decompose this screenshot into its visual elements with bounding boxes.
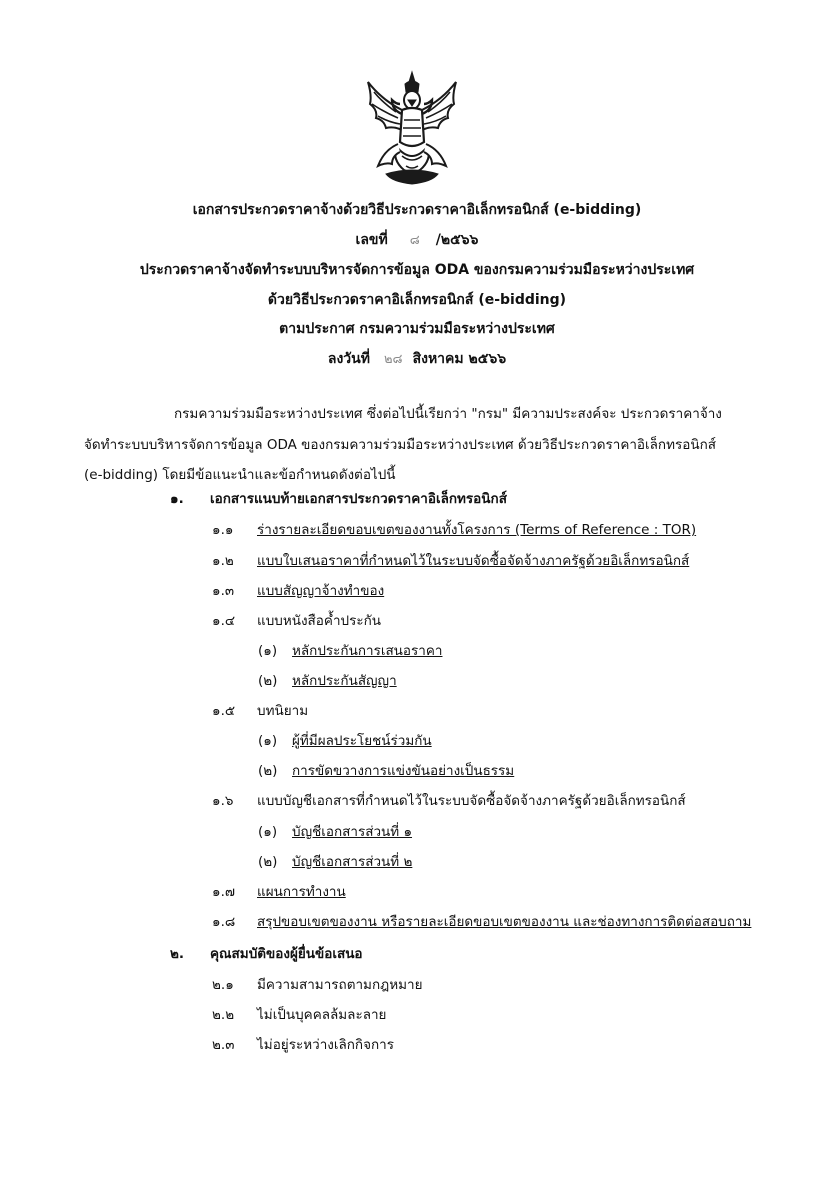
garuda-emblem-icon xyxy=(362,70,462,188)
document-method: ด้วยวิธีประกวดราคาอิเล็กทรอนิกส์ (e-bidding) xyxy=(267,292,567,308)
section-number: ๑. xyxy=(170,491,184,507)
subitem-number: (๑) xyxy=(258,733,278,749)
date-label: ลงวันที่ xyxy=(327,351,370,367)
number-label: เลขที่ xyxy=(355,232,388,248)
item-text: ไม่อยู่ระหว่างเลิกกิจการ xyxy=(257,1037,395,1053)
item-text: บทนิยาม xyxy=(257,703,309,719)
number-suffix: /๒๕๖๖ xyxy=(435,232,479,248)
item-text: มีความสามารถตามกฎหมาย xyxy=(257,977,423,993)
contract-security-link[interactable]: หลักประกันสัญญา xyxy=(292,673,397,689)
bid-security-link[interactable]: หลักประกันการเสนอราคา xyxy=(292,643,443,659)
document-list-2-link[interactable]: บัญชีเอกสารส่วนที่ ๒ xyxy=(292,854,413,870)
fair-competition-link[interactable]: การขัดขวางการแข่งขันอย่างเป็นธรรม xyxy=(292,763,515,779)
item-number: ๑.๑ xyxy=(212,522,234,538)
section-heading: คุณสมบัติของผู้ยื่นข้อเสนอ xyxy=(210,946,363,962)
shared-interest-link[interactable]: ผู้ที่มีผลประโยชน์ร่วมกัน xyxy=(292,733,432,749)
item-number: ๑.๕ xyxy=(212,703,236,719)
section-number: ๒. xyxy=(170,946,185,962)
date-rest: สิงหาคม ๒๕๖๖ xyxy=(412,351,507,367)
bid-form-link[interactable]: แบบใบเสนอราคาที่กำหนดไว้ในระบบจัดซื้อจัดจ้างภาครัฐด้วยอิเล็กทรอนิกส์ xyxy=(257,553,690,569)
item-text: แบบบัญชีเอกสารที่กำหนดไว้ในระบบจัดซื้อจัดจ้างภาครัฐด้วยอิเล็กทรอนิกส์ xyxy=(257,793,686,809)
item-number: ๒.๓ xyxy=(212,1037,235,1053)
tor-link[interactable]: ร่างรายละเอียดขอบเขตของงานทั้งโครงการ (Terms of Reference : TOR) xyxy=(257,522,697,538)
subitem-number: (๒) xyxy=(258,763,278,779)
subitem-number: (๒) xyxy=(258,673,278,689)
section-heading: เอกสารแนบท้ายเอกสารประกวดราคาอิเล็กทรอนิกส์ xyxy=(210,491,507,507)
subitem-number: (๑) xyxy=(258,643,278,659)
handwritten-number: ๘ xyxy=(409,233,420,248)
document-date xyxy=(0,348,834,370)
item-number: ๑.๖ xyxy=(212,793,234,809)
item-number: ๑.๘ xyxy=(212,914,236,930)
work-plan-link[interactable]: แผนการทำงาน xyxy=(257,884,346,900)
document-number xyxy=(0,229,834,251)
scope-summary-link[interactable]: สรุปขอบเขตของงาน หรือรายละเอียดขอบเขตของงาน และช่องทางการติดต่อสอบถาม xyxy=(257,914,752,930)
intro-line-1: กรมความร่วมมือระหว่างประเทศ ซึ่งต่อไปนี้เรียกว่า "กรม" มีความประสงค์จะ ประกวดราคาจ้าง xyxy=(174,406,722,422)
document-subject: ประกวดราคาจ้างจัดทำระบบบริหารจัดการข้อมูล ODA ของกรมความร่วมมือระหว่างประเทศ xyxy=(139,262,695,278)
subitem-number: (๑) xyxy=(258,824,278,840)
document-announcement: ตามประกาศ กรมความร่วมมือระหว่างประเทศ xyxy=(279,321,555,337)
item-number: ๑.๒ xyxy=(212,553,234,569)
document-title: เอกสารประกวดราคาจ้างด้วยวิธีประกวดราคาอิเล็กทรอนิกส์ (e-bidding) xyxy=(192,202,642,218)
intro-line-2: จัดทำระบบบริหารจัดการข้อมูล ODA ของกรมความร่วมมือระหว่างประเทศ ด้วยวิธีประกวดราคาอิเล็กทรอนิกส์ xyxy=(84,437,717,453)
item-number: ๒.๑ xyxy=(212,977,234,993)
item-text: ไม่เป็นบุคคลล้มละลาย xyxy=(257,1007,387,1023)
item-number: ๑.๓ xyxy=(212,583,235,599)
item-number: ๒.๒ xyxy=(212,1007,235,1023)
item-number: ๑.๗ xyxy=(212,884,236,900)
item-number: ๑.๔ xyxy=(212,613,236,629)
subitem-number: (๒) xyxy=(258,854,278,870)
intro-line-3: (e-bidding) โดยมีข้อแนะนำและข้อกำหนดดังต่อไปนี้ xyxy=(84,467,396,483)
contract-form-link[interactable]: แบบสัญญาจ้างทำของ xyxy=(257,583,385,599)
item-text: แบบหนังสือค้ำประกัน xyxy=(257,613,381,629)
handwritten-date-day: ๒๘ xyxy=(383,352,403,367)
document-list-1-link[interactable]: บัญชีเอกสารส่วนที่ ๑ xyxy=(292,824,413,840)
